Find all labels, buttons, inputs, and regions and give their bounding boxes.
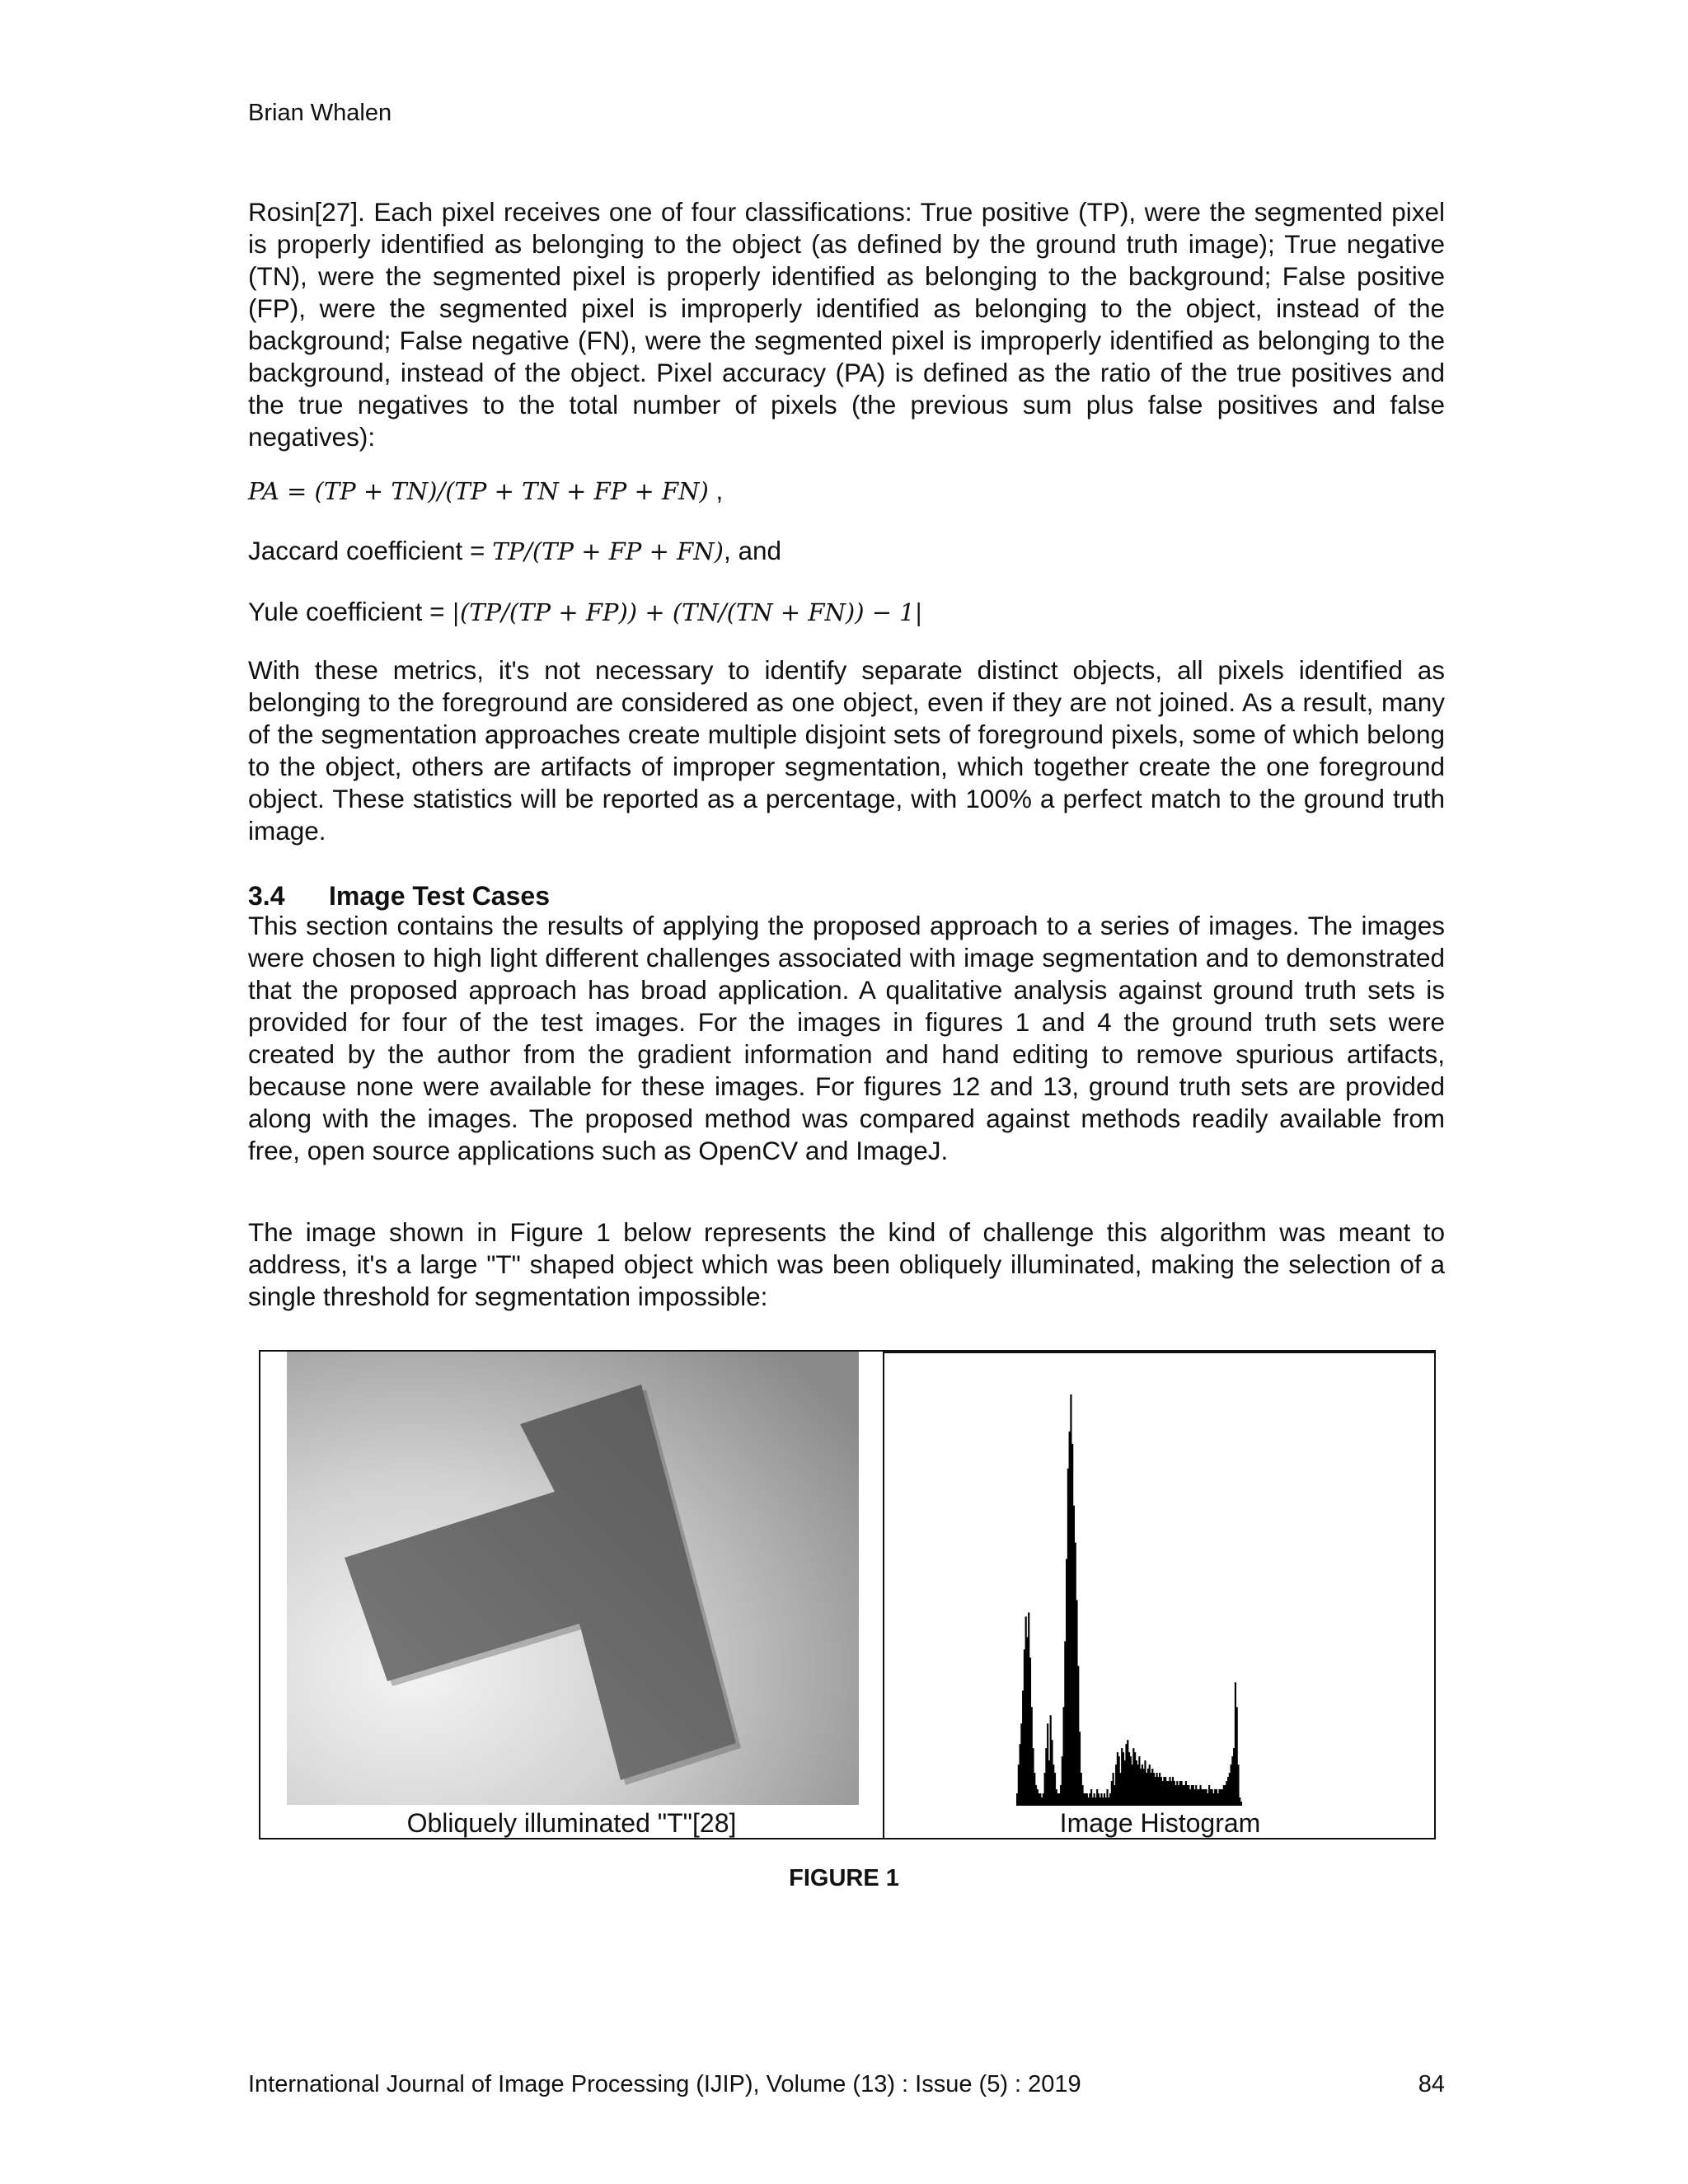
journal-citation: International Journal of Image Processing (IJIP), Volume (13) : Issue (5) : 2019 <box>248 2071 1081 2097</box>
figure-1-table <box>259 1350 1436 1840</box>
equation-pixel-accuracy <box>248 474 723 508</box>
illuminated-t-photo <box>287 1352 859 1805</box>
jaccard-label: Jaccard coefficient = <box>248 536 493 565</box>
figure-label: FIGURE 1 <box>789 1865 899 1891</box>
jaccard-formula: TP/(TP + FP + FN) <box>492 537 724 565</box>
paragraph-figure-intro: The image shown in Figure 1 below represents the kind of challenge this algorithm was meant to address, it's a large "T" shaped object which was been obliquely illuminated, making the selection of a single threshold for segmentation impossible: <box>248 1217 1445 1311</box>
page-number: 84 <box>1418 2071 1445 2097</box>
t-shape-image <box>287 1352 859 1805</box>
jaccard-suffix: , and <box>723 536 781 565</box>
yule-label: Yule coefficient = <box>248 597 452 626</box>
paragraph-test-cases: This section contains the results of applying the proposed approach to a series of images. The images were chosen to high light different challenges associated with image segmentation and to demonstrated that the proposed approach has broad application. A qualitative analysis against ground truth sets is provided for four of the test images. For the images in figures 1 and 4 the ground truth sets were created by the author from the gradient information and hand editing to remove spurious artifacts, because none were available for these images. For figures 12 and 13, ground truth sets are provided along with the images. The proposed method was compared against methods readily available from free, open source applications such as OpenCV and ImageJ. <box>248 911 1445 1165</box>
paragraph-metrics: With these metrics, it's not necessary to identify separate distinct objects, all pixels identified as belonging to the foreground are considered as one object, even if they are not joined. As a result, many of the segmentation approaches create multiple disjoint sets of foreground pixels, some of which belong to the object, others are artifacts of improper segmentation, which together create the one foreground object. These statistics will be reported as a percentage, with 100% a perfect match to the ground truth image. <box>248 655 1445 846</box>
page-footer <box>248 2070 1445 2098</box>
equation-yule <box>248 595 922 629</box>
section-heading <box>248 880 550 912</box>
section-number: 3.4 <box>248 881 285 911</box>
equation-jaccard <box>248 534 781 568</box>
photo-caption: Obliquely illuminated "T"[28] <box>406 1808 737 1838</box>
yule-formula: |(TP/(TP + FP)) + (TN/(TN + FN)) − 1| <box>452 598 923 626</box>
image-histogram-chart <box>884 1352 1436 1807</box>
running-head-author: Brian Whalen <box>248 100 392 126</box>
section-title: Image Test Cases <box>329 881 550 911</box>
histogram-bar <box>1240 1802 1242 1806</box>
paragraph-classifications: Rosin[27]. Each pixel receives one of four classifications: True positive (TP), were the segmented pixel is properly identified as belonging to the object (as defined by the ground truth image); True negative (TN), were the segmented pixel is properly identified as belonging to the background; False positive (FP), were the segmented pixel is improperly identified as belonging to the object, instead of the background; False negative (FN), were the segmented pixel is improperly identified as belonging to the background, instead of the object. Pixel accuracy (PA) is defined as the ratio of the true positives and the true negatives to the total number of pixels (the previous sum plus false positives and false negatives): <box>248 197 1445 452</box>
pa-formula: PA = (TP + TN)/(TP + TN + FP + FN) <box>248 477 709 505</box>
histogram-caption: Image Histogram <box>1059 1808 1261 1838</box>
pa-formula-suffix: , <box>708 476 724 505</box>
